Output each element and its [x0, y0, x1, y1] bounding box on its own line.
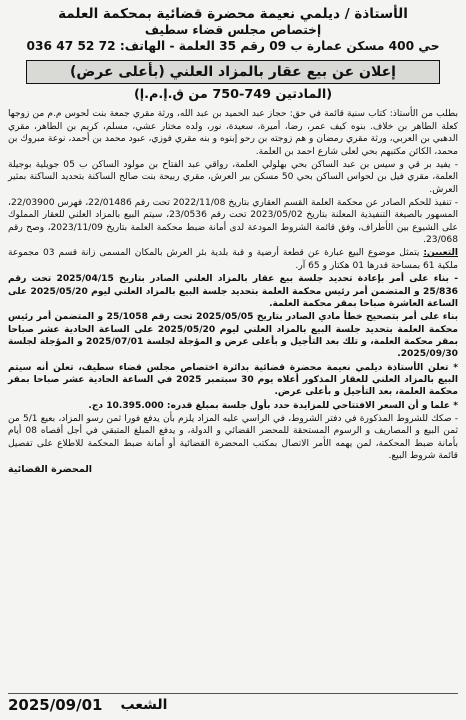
paragraph-reschedule-order: - بناء على أمر بإعادة تحديد جلسة بيع عقار بالمزاد العلني الصادر بتاريخ 2025/04/15 تحت رقم 25/836 و المتضمن أمر رئيس محكمة العلمة بتحديد جلسة البيع بالمزاد العلني ليوم 2025/05/20 على الساعة العاشرة صباحا بمقر محكمة العلمة.	[8, 274, 459, 309]
bailiff-name: الأستاذة / ديلمي نعيمة محضرة قضائية بمحكمة العلمة	[58, 6, 408, 22]
paragraph-judgment: - تنفيذ للحكم الصادر عن محكمة العلمة القسم العقاري بتاريخ 2022/11/08 تحت رقم 22/01486، فهرس 22/03900، المسهور بالصيغة التنفيذية المعلنة بتاريخ 2023/05/02 تحت رقم 23/0536، سيتم البيع بالمزاد العلني للعقار المملوك على الشيوع بين الأطراف، وفق قائمة الشروط المودعة لدى أمانة ضبط محكمة العلمة بتاريخ 2023/11/09، وصح رقم 23/068.	[8, 198, 459, 246]
notice-body	[8, 108, 458, 462]
notice-footer	[8, 696, 458, 714]
designation-text: يتمثل موضوع البيع عبارة عن قطعة أرضية و قبة بلدية بئر العرش بالمكان المسمى زانة قسم 03 مجموعة ملكية 61 بمساحة قدرها 01 هكتار و 65 آر.	[8, 248, 458, 271]
publication-name: الشعب	[120, 697, 168, 713]
office-address-phone: حي 400 مسكن عمارة ب 09 رقم 35 العلمة - الهاتف: 72 52 47 036	[26, 38, 440, 53]
legal-articles-subtitle: (المادتين 749-750 من ق.إ.م.إ)	[133, 87, 333, 103]
signature: المحضرة القضائية	[8, 463, 93, 475]
paragraph-correction-order: بناء على أمر بتصحيح خطأ مادي الصادر بتاريخ 2025/05/05 تحت رقم 25/1058 و المتضمن أمر رئيس محكمة العلمة بتحديد جلسة البيع بالمزاد العلني ليوم 2025/05/20 على الساعة الحادية عشر صباحا بمقر محكمة العلمة، و تلك بعد التأجيل و بأعلى عرض و المؤجلة لجلسة 2025/07/01 و المؤجلة لجلسة 2025/09/30.	[8, 312, 458, 360]
publication-date: 2025/09/01	[8, 696, 103, 714]
designation-tag: التعيين:	[423, 248, 459, 259]
notice-header	[8, 6, 458, 54]
paragraph-designation	[8, 247, 458, 272]
paragraph-sale-announcement: * تعلن الأستاذة ديلمي نعيمة محضرة قضائية بدائرة اختصاص مجلس قضاء سطيف، تعلن أنه سيتم البيع بالمزاد العلني للعقار المذكور أعلاه يوم 30 سبتمبر 2025 في الساعة الحادية عشر صباحا بمقر محكمة العلمة، بعد التأجيل و بأعلى عرض.	[8, 362, 458, 398]
jurisdiction: إختصاص مجلس قضاء سطيف	[144, 23, 322, 38]
paragraph-conditions: - صكك للشروط المذكورة في دفتر الشروط، في الراسي عليه المزاد يلزم بأن يدفع فورا ثمن رسو المزاد، بعيع 5/1 من ثمن البيع و المصاريف و الرسوم المستحقة للمحضر القضائي و الدولة، و يدفع المبلغ المتبقي في أجل أقصاه 08 أيام بأمانة ضبط المحكمة، لمن يهمه الأمر الاتصال بمكتب المحضرة القضائية أو أمانة ضبط المحكمة للاطلاع على تفصيل قائمة شروط البيع.	[8, 414, 459, 462]
notice-title-banner: إعلان عن بيع عقار بالمزاد العلني (بأعلى عرض)	[26, 60, 440, 84]
paragraph-requester: بطلب من الأستاذ: كتاب سنية قائمة في حق: حجاز عبد الحميد بن عبد الله، ورثة مقري جمعة بنت لحوس م.م من زوجها كعلة الطاهر بن خلاف. بنوه كيف عمر، رضا، أميرة، سعيدة، نور، ولده مختار عشي، مسلم، كريم بن الطاهر، مقري الدهبي بن العربي، ورثة مقري رمضان و هم زوجته بن رحو إبنوه و بنه مقري فوزي، عبود محمد بن أحمد، نوعة مبروك بن محمد، الكائن مكتبهم بحي لعلى شارع احمد بن العلمة.	[8, 109, 458, 157]
paragraph-parties: - يفيد بر قي و سيس بن عبد الساكن بحي بهلولي العلمة، رواقي عبد الفتاح بن مولود الساكن ب 05 جويلية بوجيلة العلمة، مقري فيل بن لحواس الساكن بحي 50 مسكن بير العرش، مقري ربيحة بنت صالح الساكنة بتحديد الساكنة بمثير العرش.	[8, 159, 458, 195]
footer-divider	[8, 693, 458, 694]
paragraph-opening-price: * علما و أن السعر الافتتاحي للمزايدة حدد بأول جلسة بمبلغ قدره: 10.395.000 دج.	[88, 400, 458, 411]
